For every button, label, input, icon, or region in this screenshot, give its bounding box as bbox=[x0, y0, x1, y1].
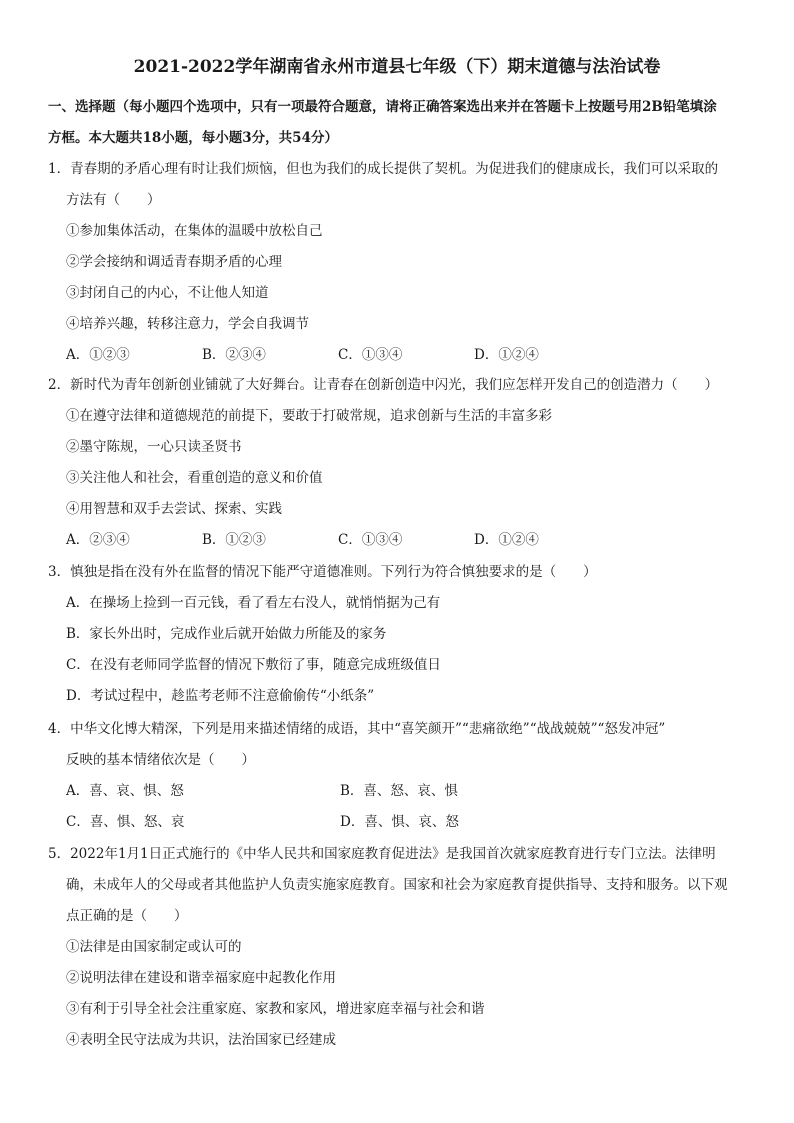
section-line-2: 方框。本大题共18小题，每小题3分，共54分） bbox=[48, 130, 338, 146]
choice-row bbox=[48, 807, 758, 838]
section-instructions bbox=[48, 92, 758, 154]
question-4 bbox=[48, 714, 758, 838]
question-stem: 4．中华文化博大精深，下列是用来描述情绪的成语，其中“喜笑颜开”“悲痛欲绝”“战战兢兢”“怒发冲冠” bbox=[48, 721, 666, 737]
question-stem: 1．青春期的矛盾心理有时让我们烦恼，但也为我们的成长提供了契机。为促进我们的健康成长，我们可以采取的 bbox=[48, 161, 719, 177]
question-2 bbox=[48, 370, 758, 556]
option-b: B．家长外出时，完成作业后就开始做力所能及的家务 bbox=[66, 626, 387, 642]
question-stem-cont: 点正确的是（ ） bbox=[66, 908, 188, 924]
option-c: C．在没有老师同学监督的情况下敷衍了事，随意完成班级值日 bbox=[66, 657, 441, 673]
choice-c: C．喜、惧、怒、哀 bbox=[66, 814, 185, 830]
question-3 bbox=[48, 557, 758, 712]
choice-d: D．①②④ bbox=[474, 532, 539, 548]
statement-item: ②学会接纳和调适青春期矛盾的心理 bbox=[66, 254, 282, 270]
question-stem: 3．慎独是指在没有外在监督的情况下能严守道德准则。下列行为符合慎独要求的是（ ） bbox=[48, 564, 597, 580]
question-stem: 5．2022年1月1日正式施行的《中华人民共和国家庭教育促进法》是我国首次就家庭教育进行专门立法。法律明 bbox=[48, 846, 716, 862]
choice-c: C．①③④ bbox=[338, 532, 403, 548]
choice-b: B．喜、怒、哀、惧 bbox=[340, 783, 458, 799]
choice-a: A．喜、哀、惧、怒 bbox=[66, 783, 184, 799]
statement-item: ①在遵守法律和道德规范的前提下，要敢于打破常规，追求创新与生活的丰富多彩 bbox=[66, 408, 552, 424]
section-line-1: 一、选择题（每小题四个选项中，只有一项最符合题意，请将正确答案选出来并在答题卡上按题号用2B铅笔填涂 bbox=[48, 99, 717, 115]
exam-title: 2021-2022学年湖南省永州市道县七年级（下）期末道德与法治试卷 bbox=[133, 57, 661, 77]
statement-item: ④表明全民守法成为共识，法治国家已经建成 bbox=[66, 1032, 336, 1048]
question-stem-cont: 方法有（ ） bbox=[66, 192, 161, 208]
question-stem-cont: 反映的基本情绪依次是（ ） bbox=[66, 752, 255, 768]
option-d: D．考试过程中，趁监考老师不注意偷偷传“小纸条” bbox=[66, 688, 375, 704]
choice-d: D．喜、惧、哀、怒 bbox=[340, 814, 459, 830]
statement-item: ①法律是由国家制定或认可的 bbox=[66, 939, 242, 955]
statement-item: ④用智慧和双手去尝试、探索、实践 bbox=[66, 501, 282, 517]
choice-a: A．②③④ bbox=[66, 532, 130, 548]
choice-c: C．①③④ bbox=[338, 347, 403, 363]
statement-item: ②说明法律在建设和谐幸福家庭中起教化作用 bbox=[66, 970, 336, 986]
option-a: A．在操场上捡到一百元钱，看了看左右没人，就悄悄据为己有 bbox=[66, 595, 441, 611]
choice-row bbox=[48, 776, 758, 807]
question-stem-cont: 确，未成年人的父母或者其他监护人负责实施家庭教育。国家和社会为家庭教育提供指导、支持和服务。以下观 bbox=[66, 877, 728, 893]
question-1 bbox=[48, 154, 758, 371]
choice-b: B．①②③ bbox=[202, 532, 266, 548]
choice-row bbox=[48, 340, 758, 371]
statement-item: ②墨守陈规，一心只读圣贤书 bbox=[66, 439, 242, 455]
question-5 bbox=[48, 839, 758, 1056]
question-stem: 2．新时代为青年创新创业铺就了大好舞台。让青春在创新创造中闪光，我们应怎样开发自己的创造潜力（ ） bbox=[48, 377, 719, 393]
choice-b: B．②③④ bbox=[202, 347, 266, 363]
choice-row bbox=[48, 525, 758, 556]
choice-d: D．①②④ bbox=[474, 347, 539, 363]
statement-item: ①参加集体活动，在集体的温暖中放松自己 bbox=[66, 223, 323, 239]
statement-item: ③关注他人和社会，看重创造的意义和价值 bbox=[66, 470, 323, 486]
statement-item: ③有利于引导全社会注重家庭、家教和家风，增进家庭幸福与社会和谐 bbox=[66, 1001, 485, 1017]
statement-item: ④培养兴趣，转移注意力，学会自我调节 bbox=[66, 316, 309, 332]
choice-a: A．①②③ bbox=[66, 347, 130, 363]
statement-item: ③封闭自己的内心，不让他人知道 bbox=[66, 285, 269, 301]
